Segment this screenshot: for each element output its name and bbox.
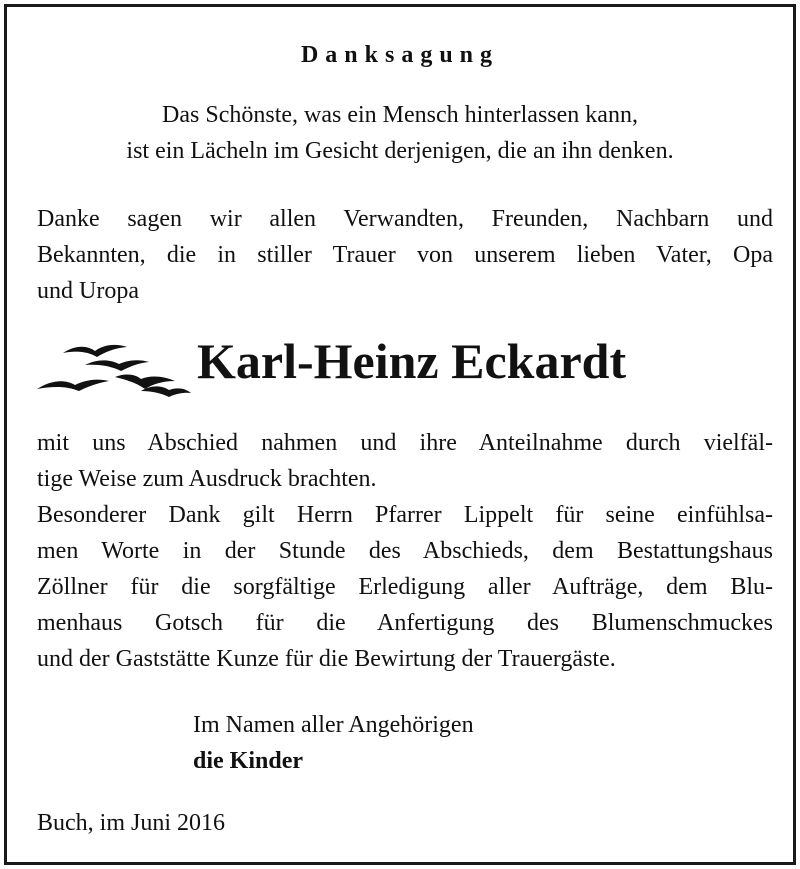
flying-birds-icon: [33, 335, 193, 405]
place-date: Buch, im Juni 2016: [37, 810, 226, 836]
body-line: Zöllner für die sorgfältige Erledigung aller Aufträge, dem Blu-: [37, 574, 773, 600]
body-line: und der Gaststätte Kunze für die Bewirtung der Trauergäste.: [37, 646, 616, 672]
signature-line: Im Namen aller Angehörigen: [193, 712, 474, 738]
intro-line: Danke sagen wir allen Verwandten, Freunden, Nachbarn und: [37, 206, 773, 232]
notice-title: Danksagung: [300, 42, 500, 68]
body-line: tige Weise zum Ausdruck brachten.: [37, 466, 377, 492]
memorial-quote: [7, 97, 793, 169]
body-line: Besonderer Dank gilt Herrn Pfarrer Lippelt für seine einfühlsa-: [37, 502, 773, 528]
deceased-name: Karl-Heinz Eckardt: [197, 333, 627, 389]
intro-line: und Uropa: [37, 278, 139, 304]
body-line: mit uns Abschied nahmen und ihre Anteilnahme durch vielfäl-: [37, 430, 773, 456]
intro-line: Bekannten, die in stiller Trauer von unserem lieben Vater, Opa: [37, 242, 773, 268]
intro-paragraph: [37, 201, 773, 309]
quote-line: Das Schönste, was ein Mensch hinterlassen kann,: [162, 102, 638, 128]
obituary-card: [4, 4, 796, 865]
thanks-paragraph: [37, 425, 773, 677]
body-line: men Worte in der Stunde des Abschieds, dem Bestattungshaus: [37, 538, 773, 564]
signature-name: die Kinder: [193, 748, 304, 774]
signature-block: [193, 707, 474, 779]
body-line: menhaus Gotsch für die Anfertigung des Blumenschmuckes: [37, 610, 773, 636]
quote-line: ist ein Lächeln im Gesicht derjenigen, die an ihn denken.: [126, 138, 674, 164]
